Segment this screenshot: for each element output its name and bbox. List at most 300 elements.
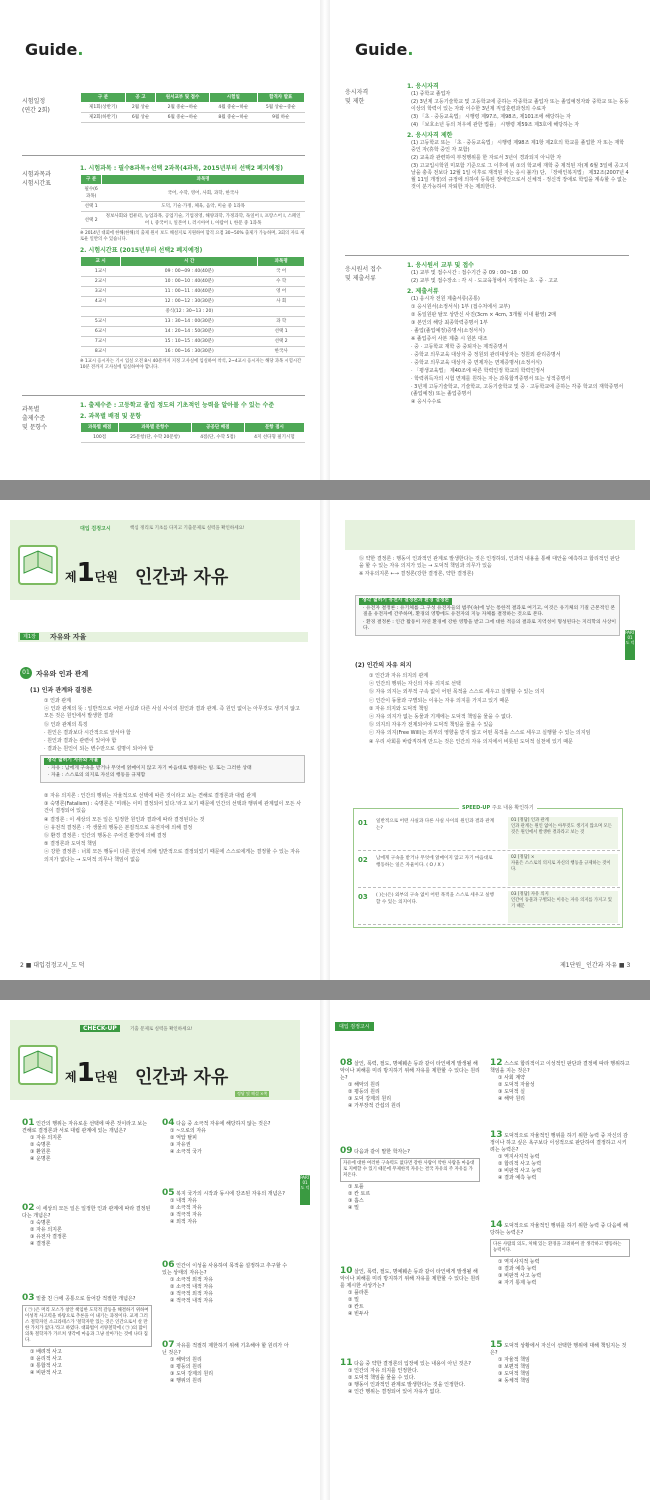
- table-cell: 국 어: [258, 267, 305, 277]
- answer-option[interactable]: ① 자유 의지론: [30, 1135, 62, 1141]
- answer-option[interactable]: ③ 유전자 결정론: [30, 1234, 67, 1240]
- table-cell: 6월 상순: [126, 113, 156, 123]
- table-header: 공 고: [126, 93, 156, 103]
- speed-row: [358, 891, 620, 925]
- question-stem: [340, 1268, 480, 1290]
- guide-title: Guide.: [355, 40, 414, 59]
- level-block: [80, 402, 305, 443]
- answer-option[interactable]: ③ 환원론: [30, 1149, 51, 1155]
- question-text: 살인, 폭력, 절도, 명예훼손 등과 같이 타인에게 발생될 해악이나 피해를 미리 방지하기 위해 자유를 제한할 수 있다는 원리를 제시한 사상가는?: [340, 1269, 480, 1289]
- question-number: 01: [22, 1118, 35, 1128]
- documents-heading: 2. 제출서류: [407, 288, 439, 295]
- question-text: 다음 중 약한 결정론의 입장에 있는 내용이 아닌 것은?: [352, 1361, 471, 1367]
- table-row: [81, 287, 305, 297]
- speed-answer: 02 [정답] × 자율은 스스로의 의지로 자신의 행동을 규제하는 것이다.: [508, 854, 618, 886]
- list-item: · 「평생교육법」 제40조에 따른 학력인정 학교의 학력인정서: [411, 368, 545, 374]
- table-cell: 7교시: [81, 337, 121, 347]
- page-footer: 제1단원_ 인간과 자유 ■ 3: [560, 962, 631, 969]
- section-number: 01: [20, 667, 32, 679]
- subjects-block: [80, 165, 305, 371]
- subsection-title: (2) 인간의 자유 의지: [355, 662, 412, 669]
- answer-option[interactable]: ① 해악의 원리: [348, 1082, 380, 1088]
- application-block: [407, 262, 629, 406]
- answer-option[interactable]: ② 밀: [348, 1297, 359, 1303]
- answer-option[interactable]: ① 해악의 원리: [170, 1357, 202, 1363]
- table-header: 원서교부 및 접수: [155, 93, 209, 103]
- table-cell: 11 : 00~11 : 40(40분): [121, 287, 258, 297]
- list-item: (3) 「초 · 중등교육법」 시행령 제97조, 제98조, 제101조에 해당하는 자: [411, 114, 571, 120]
- table-cell: 2월 중순~하순: [155, 103, 209, 113]
- question-number: 07: [162, 1340, 175, 1350]
- question-text: 도덕적으로 자율적인 행위를 하기 위한 능력 중 자신의 감정이나 하고 싶은 욕구보다 이성적으로 판단하여 결정하고 시키려는 능력은?: [490, 1133, 628, 1153]
- question-number: 14: [490, 1220, 503, 1230]
- question-stem: [162, 1262, 292, 1277]
- answer-option[interactable]: ② 자유 의지론: [30, 1227, 62, 1233]
- table-row: [81, 103, 305, 113]
- answer-option[interactable]: ④ 자기 통제 능력: [498, 1280, 537, 1286]
- page-gap: [0, 980, 650, 1000]
- table-row: [81, 267, 305, 277]
- question-stem: [490, 1342, 630, 1357]
- table-cell: 1교시: [81, 267, 121, 277]
- list-item: ② 자유 의지와 도덕적 책임: [369, 705, 429, 712]
- table-header: 구 분: [81, 175, 102, 185]
- table-row: [81, 185, 305, 202]
- table-row: [81, 113, 305, 123]
- application-heading: 1. 응시원서 교부 및 접수: [407, 262, 474, 269]
- table-cell: [81, 307, 121, 317]
- table-cell: 4월 중순~하순: [210, 103, 257, 113]
- answer-option[interactable]: ② 소극적 내적 자유: [170, 1284, 214, 1290]
- page-check-right: [335, 1000, 635, 1500]
- list-item: · 원인과 결과는 관련이 있어야 함: [44, 738, 117, 745]
- table-header: 문항 점시: [244, 423, 304, 433]
- answer-option[interactable]: ① 내적 자유: [170, 1198, 197, 1204]
- question-item: [340, 1148, 480, 1212]
- answer-option[interactable]: ① 플라톤: [348, 1290, 369, 1296]
- list-item: ③ 본인의 해당 최종학력증명서 1부: [411, 320, 488, 326]
- table-cell: 5월 상순~중순: [257, 103, 304, 113]
- answer-option[interactable]: ① 숙명론: [30, 1220, 51, 1226]
- table-header: 합격자 발표: [257, 93, 304, 103]
- question-stem: [340, 1060, 480, 1082]
- table-cell: 4점(단, 수학 5점): [191, 433, 244, 443]
- question-stem: [490, 1222, 630, 1237]
- list-item: ⓑ 환경 결정론 : 인간의 행동은 주어진 환경에 의해 결정: [44, 833, 167, 840]
- answer-option[interactable]: ④ 밀: [348, 1205, 359, 1211]
- answer-option[interactable]: ② 도덕적 자율성: [498, 1082, 535, 1088]
- label-application: 응시원서 접수 및 제출서류: [345, 266, 382, 282]
- table-header: 과목별 문항수: [119, 423, 192, 433]
- question-item: [162, 1262, 292, 1305]
- question-number: 09: [340, 1146, 353, 1156]
- answer-option[interactable]: ② 칸 토르: [348, 1191, 371, 1197]
- speed-number: 02: [358, 856, 368, 864]
- list-item: · 3년제 고등기술학교, 기술학교, 고등기술학교 및 중 · 고등학교에 준하는 각종 학교의 재학증명서(졸업예정) 또는 졸업증명서: [411, 384, 624, 397]
- table-cell: 선택 1: [258, 327, 305, 337]
- table-cell: 25문항(단, 수학 20문항): [119, 433, 192, 443]
- answer-option[interactable]: ③ 적극적 외적 자유: [170, 1291, 214, 1297]
- list-item: (3) 고교입시학원 미포함 기준으로 그 이후에 위 ①의 학교에 재학 중 제적된 자(제 6월 3일에 공고지 날을 충족 전보다 12월 1일 이후로 재적된 자는 응시 불가) 단, 「장애인복지법」 제32조(2007년 4월 11일 개정)의 규정에 의하여 등록된 장애인으로서 신체적 · 정신적 장애로 학업을 계속할 수 없는 것이 분가능하여 자퇴한 자는 제외한다.: [411, 163, 629, 190]
- header-tag: 대입 검정고시: [335, 1022, 374, 1031]
- page-check-left: [10, 1000, 310, 1500]
- table-cell: 정보사회와 컴퓨터, 농업과목, 공업기술, 기업경영, 해양과학, 가정과학, 독일어 I, 프랑스어 I, 스페인어 I, 중국어 I, 일본어 I, 러시아어 I, 아랍어 I, 한문 중 1과목: [102, 212, 305, 229]
- answer-reference: 정답 및 해설 ×쪽: [237, 1091, 268, 1096]
- table-cell: 과 학: [258, 317, 305, 327]
- question-number: 13: [490, 1130, 503, 1140]
- question-number: 12: [490, 1058, 503, 1068]
- table-header: 과목명: [102, 175, 305, 185]
- question-number: 03: [22, 1293, 35, 1303]
- answer-option[interactable]: ② 소극적 자유: [170, 1205, 202, 1211]
- page-guide-left: [10, 0, 310, 480]
- answer-option[interactable]: ④ 행위의 원리: [170, 1378, 202, 1384]
- sheet-guide: [0, 0, 650, 480]
- list-item: ① 인과 관계: [44, 698, 71, 704]
- list-item: · 중학교 의무교육 대상자 중 정원외 관리대상자는 정원외 관리증명서: [411, 352, 561, 358]
- list-item: (2) 3년제 고등기술학교 및 고등학교에 준하는 각종학교 졸업자 또는 졸업예정자와 중학교 또는 동등 이상의 학력이 있는 자와 이수한 3년제 직업훈련과정의 수료자: [411, 99, 629, 112]
- speed-number: 01: [358, 819, 368, 827]
- table-header-row: [81, 93, 305, 103]
- table-header: 구 분: [81, 93, 126, 103]
- table-cell: 2월 상순: [126, 103, 156, 113]
- question-number: 06: [162, 1260, 175, 1270]
- table-row: [81, 347, 305, 357]
- question-passage: ( ㉠ )은 머리 모스가 창안 책임한 도덕적 갈등을 해결하기 위하여 이성적 사고력을 바탕으로 추론을 이 내기는 과정이다. 교재 그러스 철학자인 소크라테스가 '철학자만 있는 것은 인간으로서 살 만한 가치가 없다.'라고 하였다. 대화법이 서양철학에 ( ㉠ )의 많이 의혹 철학자가 가르쳐 생각에 마음과 그냥 살아가는 것에 나타 집다.: [22, 1305, 152, 1347]
- speed-row: [358, 817, 620, 851]
- chapter-title: 자유와 자율: [50, 633, 87, 641]
- answer-option[interactable]: ④ 인간 행위는 결정되어 있어 자유가 없다.: [348, 1389, 441, 1395]
- page-gap: [0, 480, 650, 500]
- content-lines: [40, 792, 305, 864]
- question-item: [162, 1190, 292, 1226]
- unit-title: 인간과 자유: [135, 1067, 229, 1088]
- page-unit-right: [335, 500, 635, 980]
- spine: [320, 0, 330, 480]
- list-item: ② 자유 의지론 : 인간의 행위는 자율적으로 선택에 따른 것이라고 보는 견해로 결정론과 대립 관계: [44, 793, 256, 799]
- table-cell: [258, 307, 305, 317]
- table-cell: 9월 하순: [257, 113, 304, 123]
- question-text: 다음과 같이 말한 학자는?: [352, 1149, 410, 1155]
- top-banner: [345, 520, 635, 550]
- question-item: [490, 1342, 630, 1385]
- question-stem: [490, 1132, 630, 1154]
- list-item: ④ 결정론 : 이 세상의 모든 일은 일정한 원인과 결과에 따라 결정된다는 것: [44, 816, 205, 823]
- answer-option[interactable]: ③ 통합적 사고: [30, 1363, 62, 1369]
- question-item: [490, 1222, 630, 1287]
- table-row: [81, 327, 305, 337]
- answer-option[interactable]: ③ 비판적 사고 능력: [498, 1168, 542, 1174]
- table-cell: 8교시: [81, 347, 121, 357]
- question-text: 도덕적 상황에서 자신이 선택한 행위에 대해 책임지는 것은?: [490, 1343, 627, 1356]
- unit-title: 인간과 자유: [135, 567, 229, 588]
- answer-option[interactable]: ③ 비판적 사고 능력: [498, 1273, 542, 1279]
- answer-option[interactable]: ④ 결정론: [30, 1241, 51, 1247]
- answer-option[interactable]: ① 사회 계약: [498, 1075, 525, 1081]
- label-eligibility: 응시자격 및 제한: [345, 89, 369, 105]
- list-item: (1) 중학교 졸업자: [411, 91, 451, 97]
- list-item: ⓑ 의지의 자유가 전제되어야 도덕적 책임을 물을 수 있음: [369, 722, 493, 729]
- table-cell: 한국사: [258, 347, 305, 357]
- table-cell: 12 : 00~12 : 30(30분): [121, 297, 258, 307]
- list-item: (1) 응시자 전원 제출서류(공통): [411, 296, 480, 302]
- question-item: [340, 1360, 480, 1396]
- divider: [345, 255, 629, 256]
- list-item: ② 동일원판 탈모 상반신 사진(3cm × 4cm, 3개월 이내 촬영) 2매: [411, 312, 556, 318]
- list-item: ⓐ 인과 관계의 뜻 : 일반적으로 어떤 사실과 다른 사실 사이의 원인과 결과 관계. 즉 원인 없이는 아무것도 생기지 않고 모든 것은 원인에서 발생한 결과: [44, 706, 300, 720]
- divider: [22, 155, 305, 156]
- question-number: 10: [340, 1266, 353, 1276]
- list-item: · 학력취득자의 시험 면제를 원하는 자는 과목합격증명서 또는 성적증명서: [411, 376, 571, 382]
- question-text: 다음 중 소극적 자유에 해당하지 않는 것은?: [174, 1121, 271, 1127]
- table-cell: 선택 2: [81, 212, 102, 229]
- question-number: 08: [340, 1058, 353, 1068]
- answer-option[interactable]: ④ 운명론: [30, 1156, 51, 1162]
- answer-option[interactable]: ③ 홉스: [348, 1198, 364, 1204]
- question-passage: 다른 사람의 의도, 처해 있는 환경을 고려하여 잘 생각하고 행동하는 능력이다.: [490, 1239, 630, 1257]
- list-item: ※ 자유의지론 ←→ 결정론(강한 결정론, 약한 결정론): [359, 571, 474, 578]
- answer-option[interactable]: ④ 소극적 국가: [170, 1149, 202, 1155]
- question-text: 복지 국가의 시작과 동시에 강조된 자유의 개념은?: [174, 1191, 285, 1197]
- table-row: [81, 297, 305, 307]
- unit-number: 제1단원: [65, 558, 118, 588]
- list-item: ⓐ 유전적 결정론 : 각 생물의 행동은 본질적으로 유전자에 의해 결정: [44, 824, 193, 831]
- table-cell: 13 : 30~14 : 00(30분): [121, 317, 258, 327]
- divider: [22, 395, 305, 396]
- answer-option[interactable]: ② 윤리적 사고: [30, 1356, 62, 1362]
- table-cell: 16 : 00~16 : 30(30분): [121, 347, 258, 357]
- question-stem: [340, 1360, 480, 1368]
- answer-option[interactable]: ④ 빈두사: [348, 1311, 369, 1317]
- question-item: [490, 1132, 630, 1182]
- restriction-heading: 2. 응시자격 제한: [407, 132, 453, 139]
- chapter-tag: 제1장: [20, 633, 39, 640]
- list-item: ④ 우리 사회를 바람직하게 만드는 것은 인간의 자유 의지에서 비롯된 도덕적 실천에 있기 때문: [369, 738, 573, 745]
- answer-option[interactable]: ② 도덕적 책임을 물을 수 있다.: [348, 1375, 416, 1381]
- speed-up-box: [353, 805, 623, 928]
- list-item: ⓐ 자유 의지가 없는 동물과 기계에는 도덕적 책임을 물을 수 없다.: [369, 714, 513, 721]
- table-cell: 4지 선다형 필기시험: [244, 433, 304, 443]
- level-heading: 1. 출제수준 : 고등학교 졸업 정도의 기초적인 능력을 알아볼 수 있는 수준: [80, 402, 275, 409]
- question-text: 인간이 이성을 사용하여 목적을 설정하고 추구할 수 있는 상태의 자유는?: [162, 1263, 288, 1276]
- header-tag: 대입 검정고시: [80, 526, 111, 532]
- table-cell: 영 어: [258, 287, 305, 297]
- list-item: (4) 「보호소년 등의 처우에 관한 법률」 시행령 제59조 제3호에 해당하는 자: [411, 122, 580, 128]
- question-stem: [340, 1148, 480, 1156]
- eligibility-block: [407, 83, 629, 191]
- content-lines: [365, 672, 623, 746]
- spine: [320, 500, 330, 980]
- list-item: ⓑ 자유 의지는 외부적 구속 없이 어떤 목적을 스스로 세우고 실행할 수 있는 의지: [369, 689, 545, 696]
- header-sub: 기출 문제로 실력을 확인하세요!: [130, 1027, 193, 1032]
- content-lines: [40, 697, 305, 753]
- eligibility-heading: 1. 응시자격: [407, 83, 439, 90]
- table-header: 공공단 배점: [191, 423, 244, 433]
- answer-option[interactable]: ② 평등의 원리: [170, 1364, 202, 1370]
- table-header: 시 간: [121, 257, 258, 267]
- question-passage: 자유에 대한 여러한 구속력도 없다면 강한 사람이 약한 사람을 마음대로 지배할 수 있기 때문에 무제한적 자유는 결국 자유의 주 자유를 가져온다.: [340, 1158, 480, 1182]
- answer-option[interactable]: ② 보편적 책임: [498, 1364, 530, 1370]
- count-heading: 2. 과목별 배점 및 문항: [80, 413, 142, 420]
- book-icon: [18, 545, 58, 585]
- table-cell: 8월 중순~하순: [210, 113, 257, 123]
- answer-option[interactable]: ① 역지사지적 능력: [498, 1259, 540, 1265]
- table-header: 교 시: [81, 257, 121, 267]
- answer-option[interactable]: ① 소극적 외적 자유: [170, 1277, 214, 1283]
- content-lines: [355, 555, 620, 579]
- answer-option[interactable]: ① 역지사지적 능력: [498, 1154, 540, 1160]
- speed-up-title: SPEED-UP 주요 내용 확인하기: [459, 804, 537, 811]
- list-item: ④ 응시수수료: [411, 399, 442, 405]
- table-header: 과목명: [258, 257, 305, 267]
- list-item: ⓑ 약한 결정론 : 행동이 인과적인 관계로 발생한다는 것은 인정하되, 인과적 내용을 통해 대안을 예측하고 합리적인 판단을 할 수 있는 자유 의지가 있는 → 도덕적 책임과 의무가 있음: [359, 556, 620, 570]
- page-footer: 2 ■ 대입검정고시_도 덕: [20, 962, 85, 969]
- table-row: [81, 212, 305, 229]
- table-row: [81, 317, 305, 327]
- section-title: 자유와 인과 관계: [36, 670, 89, 678]
- answer-option[interactable]: ③ 도덕 강제의 원리: [170, 1371, 214, 1377]
- subsection-title: (1) 인과 관계와 결정론: [30, 687, 93, 694]
- table-cell: 도덕, 기술·가정, 체육, 음악, 미술 중 1과목: [102, 202, 305, 212]
- list-item: ③ 숙명론(Fatalism) : 숙명론은 '미래는 이미 결정되어 있다.'라고 보기 때문에 인간의 선택과 행위에 관계없이 모든 사건이 결정되어 있음: [44, 801, 302, 815]
- list-item: · 졸업(졸업예정)증명서(소정서식): [411, 328, 485, 334]
- speed-number: 03: [358, 893, 368, 901]
- schedule-table: [80, 92, 305, 123]
- answer-option[interactable]: ④ 적극적 내적 자유: [170, 1298, 214, 1304]
- speed-row: [358, 854, 620, 888]
- list-item: ⓐ 강한 결정론 : 너희 모든 행동이 다른 원인에 의해 일반적으로 결정되었기 때문에 스스로에게는 결정할 수 있는 자유 의지가 없다는 → 도덕적 의무나 책임이 없음: [44, 849, 300, 863]
- question-item: [22, 1120, 152, 1163]
- table-cell: 6월 중순~하순: [155, 113, 209, 123]
- list-item: ① 인간과 자유 의지의 관계: [369, 673, 429, 679]
- list-item: (1) 고등학교 또는 「초 · 중등교육법」 시행령 제98조 제1항 제2호의 학교를 졸업한 자 또는 재학 중인 자(휴학 중인 자 포함): [411, 140, 625, 153]
- question-number: 04: [162, 1118, 175, 1128]
- table-header-row: [81, 257, 305, 267]
- note-box: 생각 넓히기 유전자 결정론과 환경 결정론 · 유전자 결정론 : 유기체를 그 구성 유전자들의 범주(속)에 넣는 통한적 결과로 여기고, 이것은 유기체의 기질 근본적인 본질을 유전자에 간주하며, 환경의 영향에도 유전자의 지능 자체를 결정하는 것으로 본다. · 환경 결정론 : 인간 활동이 자연 환경에 강한 영향을 받고 그에 대한 적응의 결과로 지역성이 형성된다는 지리학의 사상이다.: [355, 595, 620, 636]
- page-guide-right: [335, 0, 635, 480]
- answer-option[interactable]: ① 배려적 사고: [30, 1349, 62, 1355]
- question-text: 스스로 합리적이고 이성적인 판단과 결정에 따라 행위하고 책임을 지는 것은?: [490, 1061, 630, 1074]
- question-number: 11: [340, 1358, 353, 1368]
- header-sub: 핵심 정리로 기초를 다지고 기출문제로 실력을 확인하세요!: [130, 526, 245, 531]
- table-cell: 제1회(상반기): [81, 103, 126, 113]
- answer-option[interactable]: ④ 비판적 사고: [30, 1370, 62, 1376]
- question-stem: [162, 1342, 292, 1357]
- question-item: [22, 1295, 152, 1377]
- question-item: [490, 1060, 630, 1103]
- answer-option[interactable]: ② 결과 예측 능력: [498, 1266, 537, 1272]
- question-number: 05: [162, 1188, 175, 1198]
- answer-option[interactable]: ③ 칸트: [348, 1304, 364, 1310]
- subjects-note: ※ 2014년 대회에 한해(한해)의 출제 원서 보도 해설지로 지원하여 합격 요점 30~50% 출제가 가능하며, 3회의 자료 새로운 일반의 수 있습니다.: [80, 231, 305, 242]
- answer-option[interactable]: ① 토플: [348, 1184, 364, 1190]
- answer-option[interactable]: ② 억압 탈피: [170, 1135, 197, 1141]
- table-cell: 6교시: [81, 327, 121, 337]
- list-item: ⓑ 인과 관계의 특징: [44, 721, 88, 728]
- table-cell: 15 : 10~15 : 40(30분): [121, 337, 258, 347]
- table-row: [81, 202, 305, 212]
- table-cell: 3교시: [81, 287, 121, 297]
- list-item: · 결과는 원인이 되는 변수만으로 설명이 되어야 함: [44, 746, 154, 753]
- question-stem: [162, 1190, 292, 1198]
- list-item: ① 응시원서(소정서식) 1부 (접수처에서 교부): [411, 304, 511, 310]
- part-side-tab: PART 01 도 덕: [625, 630, 635, 660]
- speed-answer: 01 [정답] 인과 관계 인과 관계는 원인 없이는 아무것도 생기지 않으며 모든 것은 원인에서 발생한 결과라고 보는 것: [508, 817, 618, 849]
- answer-option[interactable]: ① ~으로의 자유: [170, 1128, 207, 1134]
- answer-option[interactable]: ③ 적극적 자유: [170, 1212, 202, 1218]
- list-item: ⑤ 결정론과 도덕적 책임: [44, 841, 97, 848]
- table-cell: 제2회(하반기): [81, 113, 126, 123]
- answer-option[interactable]: ③ 도덕적 책임: [498, 1371, 530, 1377]
- table-row: [81, 307, 305, 317]
- answer-option[interactable]: ④ 가부장적 간섭의 원리: [348, 1103, 401, 1109]
- answer-option[interactable]: ③ 행동이 인과적인 관계로 발생한다는 것을 인정한다.: [348, 1382, 466, 1388]
- list-item: ⓒ 인간이 동물과 구별되는 이유는 자유 의지를 가지고 있기 때문: [369, 697, 510, 704]
- answer-option[interactable]: ③ 도덕 강제의 원리: [348, 1096, 392, 1102]
- table-cell: 100점: [81, 433, 119, 443]
- subjects-heading: 1. 시험과목 : 필수8과목+선택 2과목(4과목, 2015년부터 선택2 폐지예정): [80, 165, 283, 172]
- list-item: ⓐ 인간의 행위는 자신의 자유 의지로 선택: [369, 681, 461, 688]
- guide-title: Guide.: [25, 40, 84, 59]
- table-header: 시험일: [210, 93, 257, 103]
- table-cell: 중식(12 : 30~13 : 20): [121, 307, 258, 317]
- speed-question: 일반적으로 어떤 사실과 다른 사실 사이의 원인과 결과 관계는?: [376, 819, 495, 831]
- answer-option[interactable]: ④ 해악 원리: [498, 1096, 525, 1102]
- note-box: 생각 넓히기 자유와 자율 · 자유 : 남에게 구속을 받거나 무엇에 얽매이지 않고 자기 마음대로 행동하는 일. 또는 그러한 상태 · 자율 : 스스로의 의지로 자신의 행동을 규제함: [40, 755, 305, 783]
- table-cell: 필수(6과목): [81, 185, 102, 202]
- speed-question: ( )는(은) 외부의 구속 없이 어떤 목적을 스스로 세우고 실행할 수 있는 의지이다.: [376, 893, 494, 905]
- table-row: [81, 277, 305, 287]
- question-text: 도덕적으로 자율적인 행위를 하기 위한 능력 중 다음에 해당하는 능력은?: [490, 1223, 628, 1236]
- spine: [320, 1000, 330, 1500]
- list-item: (1) 교부 및 접수시간 : 접수기간 중 09 : 00~18 : 00: [411, 270, 529, 276]
- question-item: [340, 1268, 480, 1318]
- answer-option[interactable]: ① 인간의 자유 의지를 인정한다.: [348, 1368, 419, 1374]
- list-item: · 중 · 고등학교 재학 중 중퇴자는 제적증명서: [411, 344, 508, 350]
- table-header: 과목별 배점: [81, 423, 119, 433]
- answer-option[interactable]: ④ 외적 자유: [170, 1219, 197, 1225]
- question-text: 살인, 폭력, 절도, 명예훼손 등과 같이 타인에게 발생될 해악이나 피해를 미리 방지하기 위해 자유를 제한할 수 있다는 원리는?: [340, 1061, 480, 1081]
- answer-option[interactable]: ② 합리적 사고 능력: [498, 1161, 542, 1167]
- table-cell: 선택 1: [81, 202, 102, 212]
- answer-option[interactable]: ② 숙명론: [30, 1142, 51, 1148]
- list-item: (2) 교부 및 접수장소 : 각 시 · 도교육청에서 지정하는 초 · 중 · 고교: [411, 278, 558, 284]
- answer-option[interactable]: ④ 동체적 책임: [498, 1378, 530, 1384]
- question-stem: [22, 1205, 152, 1220]
- list-item: · 원인은 결과보다 시간적으로 앞서야 함: [44, 729, 131, 736]
- table-cell: 국어, 수학, 영어, 사회, 과학, 한국사: [102, 185, 305, 202]
- table-cell: 수 학: [258, 277, 305, 287]
- question-stem: [22, 1120, 152, 1135]
- question-stem: [22, 1295, 152, 1303]
- unit-number: 제1단원: [65, 1058, 118, 1088]
- question-stem: [162, 1120, 292, 1128]
- question-item: [22, 1205, 152, 1248]
- list-item: (2) 교육과 관련하여 부정행위를 한 자로서 3년이 경과되지 아니한 자: [411, 155, 562, 161]
- answer-option[interactable]: ③ 도덕적 실: [498, 1089, 525, 1095]
- label-level: 과목별 출제수준 및 문항수: [22, 406, 48, 431]
- answer-option[interactable]: ④ 결과 예측 능력: [498, 1175, 537, 1181]
- answer-option[interactable]: ① 자율적 책임: [498, 1357, 530, 1363]
- speed-question: 남에게 구속을 받거나 무엇에 얽매이지 않고 자기 마음대로 행동하는 일은 자율이다. ( O / X ): [376, 856, 493, 868]
- table-cell: 5교시: [81, 317, 121, 327]
- answer-option[interactable]: ② 평등의 원리: [348, 1089, 380, 1095]
- question-text: 이 세상의 모든 일은 일정한 인과 관계에 따라 결정된다는 개념은?: [22, 1206, 151, 1219]
- answer-option[interactable]: ③ 자유권: [170, 1142, 191, 1148]
- list-item: ⓒ 자유 의지(Free Will)는 외부의 영향을 받지 않고 어떤 목적을 스스로 세우고 실행할 수 있는 의지임: [369, 730, 591, 737]
- question-number: 15: [490, 1340, 503, 1350]
- table-cell: 4교시: [81, 297, 121, 307]
